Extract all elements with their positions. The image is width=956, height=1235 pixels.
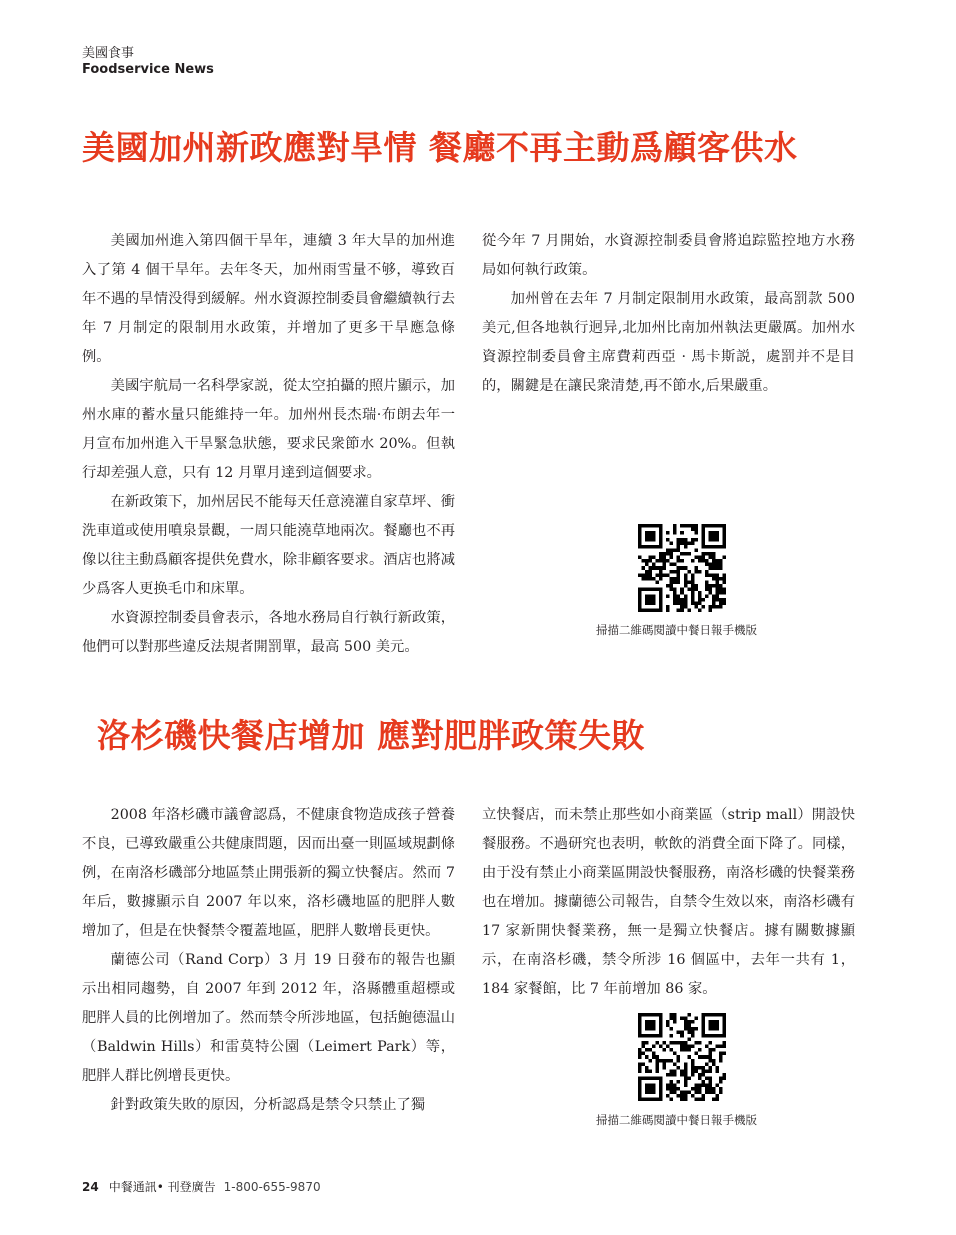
article1-paragraph: 在新政策下，加州居民不能每天任意澆灌自家草坪、衝洗車道或使用噴泉景觀，一周只能澆草地兩次。餐廳也不再像以往主動爲顧客提供免費水，除非顧客要求。酒店也將减少爲客人更换毛巾和床單。 [82, 494, 455, 597]
article2-column2 [482, 801, 855, 1004]
article1-headline: 美國加州新政應對旱情 餐廳不再主動爲顧客供水 [82, 128, 798, 167]
section-header [82, 46, 214, 78]
page-number: 24 [82, 1180, 99, 1194]
article2-paragraph: 2008 年洛杉磯市議會認爲，不健康食物造成孩子營養不良，已導致嚴重公共健康問題，因而出臺一則區域規劃條例，在南洛杉磯部分地區禁止開張新的獨立快餐店。然而 7 年后，數據顯示自 2007 年以來，洛杉磯地區的肥胖人數增加了，但是在快餐禁令覆蓋地區，肥胖人數增長更快。 [82, 807, 455, 939]
phone-number: 1-800-655-9870 [223, 1180, 321, 1194]
article2-paragraph: 針對政策失敗的原因，分析認爲是禁令只禁止了獨 [110, 1097, 426, 1113]
article1-column2 [482, 227, 855, 401]
article1-paragraph: 水資源控制委員會表示，各地水務局自行執行新政策，他們可以對那些違反法規者開罰單，最高 500 美元。 [82, 610, 455, 655]
article1-column1 [82, 227, 455, 662]
article1-paragraph: 美國加州進入第四個干旱年，連續 3 年大旱的加州進入了第 4 個干旱年。去年冬天，加州雨雪量不够，導致百年不遇的旱情没得到緩解。州水資源控制委員會繼續執行去年 7 月制定的限制用水政策，并增加了更多干旱應急條例。 [82, 233, 455, 365]
page-footer [82, 1178, 321, 1195]
qr-caption: 掃描二維碼閱讀中餐日報手機版 [596, 623, 757, 637]
article2-headline: 洛杉磯快餐店增加 應對肥胖政策失敗 [97, 716, 645, 755]
article1-paragraph: 從今年 7 月開始，水資源控制委員會將追踪監控地方水務局如何執行政策。 [482, 233, 855, 278]
article2-paragraph: 蘭德公司（Rand Corp）3 月 19 日發布的報告也顯示出相同趨勢，自 2007 年到 2012 年，洛縣體重超標或肥胖人員的比例增加了。然而禁令所涉地區，包括鮑德温山（Baldwin Hills）和雷莫特公園（Leimert Park）等，肥胖人群比例增長更快。 [82, 952, 455, 1084]
qr-caption: 掃描二維碼閱讀中餐日報手機版 [596, 1113, 757, 1127]
publication-name: 中餐通訊• 刊登廣告 [108, 1180, 216, 1194]
qr-code-icon [638, 1013, 726, 1101]
section-title-cn: 美國食事 [82, 46, 135, 61]
section-title-en: Foodservice News [82, 62, 214, 77]
article1-paragraph: 美國宇航局一名科學家説，從太空拍攝的照片顯示，加州水庫的蓄水量只能維持一年。加州州長杰瑞·布朗去年一月宣布加州進入干旱緊急狀態，要求民衆節水 20%。但執行却差强人意，只有 12 月單月達到這個要求。 [82, 378, 455, 481]
qr-code-icon [638, 524, 726, 612]
article2-column1 [82, 801, 455, 1120]
article1-paragraph: 加州曾在去年 7 月制定限制用水政策，最高罰款 500美元,但各地執行迥异,北加州比南加州執法更嚴厲。加州水資源控制委員會主席費莉西亞 · 馬卡斯説，處罰并不是目的，關鍵是在讓民衆清楚,再不節水,后果嚴重。 [482, 291, 855, 394]
article2-paragraph: 立快餐店，而未禁止那些如小商業區（strip mall）開設快餐服務。不過研究也表明，軟飲的消費全面下降了。同樣，由于没有禁止小商業區開設快餐服務，南洛杉磯的快餐業務也在增加。據蘭德公司報告，自禁令生效以來，南洛杉磯有 17 家新開快餐業務，無一是獨立快餐店。據有關數據顯示，在南洛杉磯，禁令所涉 16 個區中，去年一共有 1，184 家餐館，比 7 年前增加 86 家。 [482, 807, 855, 997]
